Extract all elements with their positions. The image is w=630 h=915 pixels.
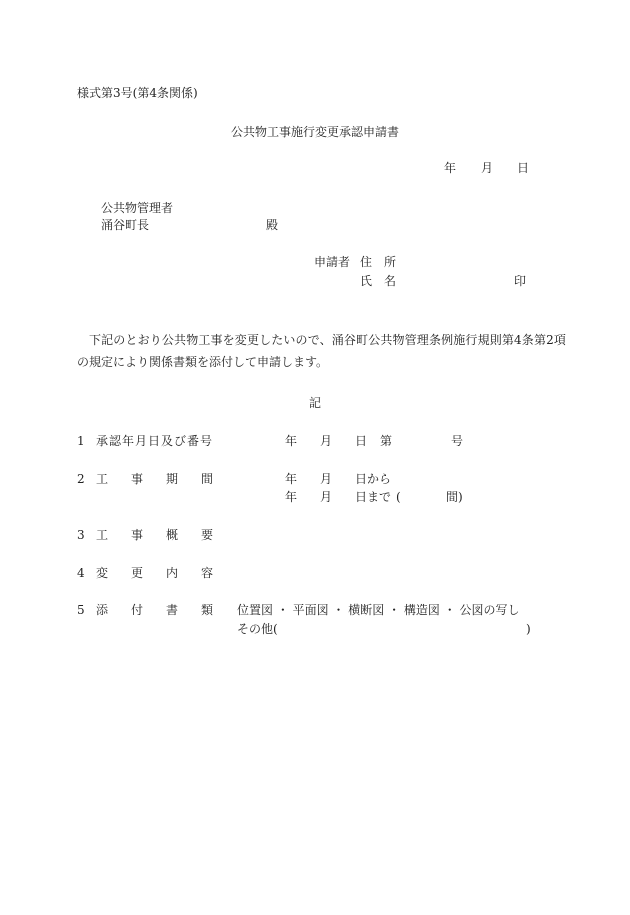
item-1-dai: 第 [380, 434, 393, 448]
item-2-label-char: 期 [166, 472, 179, 486]
addressee-name: 涌谷町長 [101, 218, 150, 232]
item-5-other: その他( [237, 622, 278, 636]
item-4-number: 4 [77, 566, 85, 580]
item-3-number: 3 [77, 528, 85, 542]
item-5-label-char: 類 [201, 603, 214, 617]
item-2-paren-open: ( [396, 490, 401, 504]
item-3-label-char: 概 [166, 528, 179, 542]
item-1-day: 日 [355, 434, 368, 448]
item-2-end-day: 日まで [355, 490, 392, 504]
date-day: 日 [517, 161, 530, 175]
item-2-start-day: 日から [355, 472, 392, 486]
item-5-attachments: 位置図 ・ 平面図 ・ 横断図 ・ 構造図 ・ 公図の写し [237, 603, 520, 617]
item-2-paren-close: 間) [446, 490, 463, 504]
item-3-label-char: 工 [96, 528, 109, 542]
item-4-label-char: 内 [166, 566, 179, 580]
item-5-other-close: ) [526, 622, 531, 636]
item-4-label-char: 更 [131, 566, 144, 580]
item-1-month: 月 [320, 434, 333, 448]
body-line-2: の規定により関係書類を添付して申請します。 [77, 355, 329, 369]
item-1-label: 承認年月日及び番号 [96, 434, 214, 448]
ki-heading: 記 [309, 396, 322, 410]
form-number: 様式第3号(第4条関係) [77, 86, 198, 100]
item-2-number: 2 [77, 472, 85, 486]
item-5-number: 5 [77, 603, 85, 617]
item-2-end-year: 年 [285, 490, 298, 504]
addressee-honorific: 殿 [266, 218, 279, 232]
applicant-label: 申請者 [314, 255, 351, 269]
item-4-label-char: 容 [201, 566, 214, 580]
item-5-label-char: 付 [131, 603, 144, 617]
applicant-name-label: 氏 名 [360, 274, 397, 288]
item-5-label-char: 添 [96, 603, 109, 617]
document-title: 公共物工事施行変更承認申請書 [231, 125, 400, 139]
applicant-address-label: 住 所 [360, 255, 397, 269]
item-1-go: 号 [451, 434, 464, 448]
date-year: 年 [444, 161, 457, 175]
item-3-label-char: 事 [131, 528, 144, 542]
item-1-number: 1 [77, 434, 85, 448]
addressee-title: 公共物管理者 [101, 201, 174, 215]
item-2-label-char: 事 [131, 472, 144, 486]
body-line-1: 下記のとおり公共物工事を変更したいので、涌谷町公共物管理条例施行規則第4条第2項 [89, 333, 567, 347]
item-2-start-year: 年 [285, 472, 298, 486]
item-3-label-char: 要 [201, 528, 214, 542]
item-2-label-char: 間 [201, 472, 214, 486]
date-month: 月 [481, 161, 494, 175]
item-2-label-char: 工 [96, 472, 109, 486]
item-1-year: 年 [285, 434, 298, 448]
item-2-start-month: 月 [320, 472, 333, 486]
item-5-label-char: 書 [166, 603, 179, 617]
item-2-end-month: 月 [320, 490, 333, 504]
seal-mark: 印 [514, 274, 527, 288]
item-4-label-char: 変 [96, 566, 109, 580]
